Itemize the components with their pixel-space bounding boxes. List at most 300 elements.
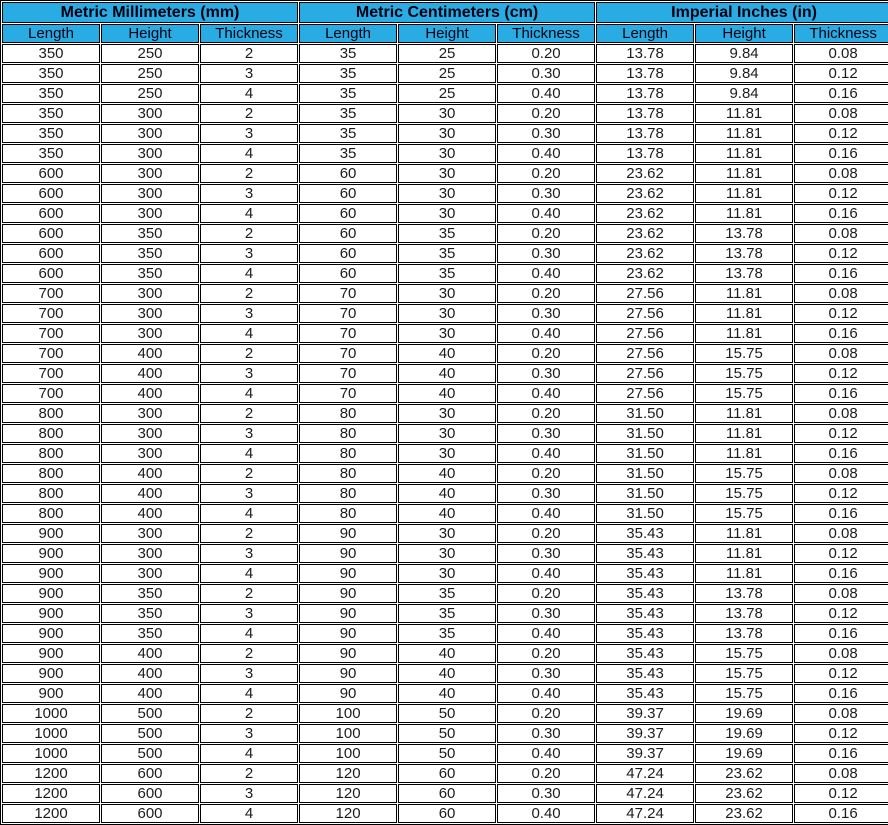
- table-cell: 4: [200, 444, 298, 463]
- table-cell: 35.43: [596, 544, 694, 563]
- table-cell: 30: [398, 304, 496, 323]
- table-cell: 900: [2, 684, 100, 703]
- table-row: [2, 224, 888, 243]
- table-cell: 0.30: [497, 484, 595, 503]
- table-cell: 0.16: [794, 84, 888, 103]
- table-cell: 400: [101, 504, 199, 523]
- table-cell: 30: [398, 124, 496, 143]
- table-row: [2, 304, 888, 323]
- table-cell: 0.16: [794, 264, 888, 283]
- table-cell: 30: [398, 144, 496, 163]
- table-cell: 23.62: [596, 164, 694, 183]
- table-cell: 0.08: [794, 224, 888, 243]
- table-cell: 0.08: [794, 584, 888, 603]
- table-cell: 900: [2, 584, 100, 603]
- table-cell: 11.81: [695, 284, 793, 303]
- table-row: [2, 204, 888, 223]
- table-cell: 100: [299, 744, 397, 763]
- table-cell: 4: [200, 324, 298, 343]
- table-cell: 70: [299, 304, 397, 323]
- table-cell: 0.12: [794, 664, 888, 683]
- table-cell: 400: [101, 344, 199, 363]
- table-cell: 0.40: [497, 804, 595, 823]
- table-cell: 800: [2, 444, 100, 463]
- table-cell: 2: [200, 404, 298, 423]
- table-cell: 0.08: [794, 104, 888, 123]
- table-cell: 35.43: [596, 564, 694, 583]
- table-cell: 300: [101, 164, 199, 183]
- table-cell: 35.43: [596, 624, 694, 643]
- table-cell: 0.16: [794, 504, 888, 523]
- table-cell: 31.50: [596, 484, 694, 503]
- table-cell: 80: [299, 464, 397, 483]
- table-cell: 0.40: [497, 384, 595, 403]
- table-cell: 2: [200, 164, 298, 183]
- table-cell: 0.16: [794, 564, 888, 583]
- table-cell: 4: [200, 264, 298, 283]
- table-cell: 1200: [2, 804, 100, 823]
- table-cell: 23.62: [695, 764, 793, 783]
- table-row: [2, 644, 888, 663]
- table-cell: 0.16: [794, 804, 888, 823]
- table-cell: 4: [200, 744, 298, 763]
- table-row: [2, 324, 888, 343]
- table-cell: 350: [101, 264, 199, 283]
- table-cell: 35.43: [596, 684, 694, 703]
- table-cell: 60: [299, 224, 397, 243]
- table-cell: 1200: [2, 784, 100, 803]
- table-cell: 13.78: [596, 64, 694, 83]
- table-cell: 15.75: [695, 484, 793, 503]
- table-cell: 900: [2, 624, 100, 643]
- table-cell: 0.30: [497, 784, 595, 803]
- table-cell: 50: [398, 724, 496, 743]
- table-cell: 0.16: [794, 384, 888, 403]
- table-cell: 250: [101, 84, 199, 103]
- table-cell: 300: [101, 204, 199, 223]
- table-cell: 0.12: [794, 124, 888, 143]
- table-cell: 0.40: [497, 564, 595, 583]
- table-cell: 90: [299, 584, 397, 603]
- col-header-in-thickness: Thickness: [794, 24, 888, 43]
- table-row: [2, 104, 888, 123]
- group-header-row: [2, 2, 888, 23]
- table-cell: 2: [200, 464, 298, 483]
- col-header-cm-thickness: Thickness: [497, 24, 595, 43]
- table-cell: 0.08: [794, 464, 888, 483]
- table-cell: 2: [200, 44, 298, 63]
- table-cell: 0.30: [497, 544, 595, 563]
- table-cell: 0.08: [794, 644, 888, 663]
- table-cell: 70: [299, 364, 397, 383]
- table-cell: 0.30: [497, 664, 595, 683]
- table-cell: 0.20: [497, 164, 595, 183]
- table-cell: 30: [398, 544, 496, 563]
- table-cell: 40: [398, 344, 496, 363]
- table-row: [2, 564, 888, 583]
- table-cell: 0.30: [497, 124, 595, 143]
- table-cell: 11.81: [695, 124, 793, 143]
- table-cell: 1000: [2, 724, 100, 743]
- table-cell: 0.40: [497, 324, 595, 343]
- table-cell: 13.78: [695, 224, 793, 243]
- table-cell: 30: [398, 284, 496, 303]
- table-cell: 90: [299, 664, 397, 683]
- table-cell: 27.56: [596, 384, 694, 403]
- table-row: [2, 784, 888, 803]
- table-cell: 35: [299, 44, 397, 63]
- table-row: [2, 764, 888, 783]
- table-cell: 13.78: [596, 104, 694, 123]
- table-cell: 35: [299, 144, 397, 163]
- table-cell: 0.16: [794, 324, 888, 343]
- table-cell: 60: [398, 764, 496, 783]
- table-cell: 350: [2, 104, 100, 123]
- table-cell: 0.20: [497, 524, 595, 543]
- table-cell: 350: [101, 604, 199, 623]
- table-cell: 400: [101, 644, 199, 663]
- table-cell: 15.75: [695, 684, 793, 703]
- table-cell: 0.16: [794, 744, 888, 763]
- table-row: [2, 44, 888, 63]
- table-cell: 2: [200, 224, 298, 243]
- table-cell: 30: [398, 564, 496, 583]
- table-cell: 35: [299, 64, 397, 83]
- table-cell: 15.75: [695, 504, 793, 523]
- table-cell: 23.62: [596, 224, 694, 243]
- table-cell: 700: [2, 324, 100, 343]
- table-cell: 700: [2, 384, 100, 403]
- table-cell: 400: [101, 464, 199, 483]
- table-row: [2, 584, 888, 603]
- table-cell: 11.81: [695, 184, 793, 203]
- table-cell: 0.20: [497, 584, 595, 603]
- table-cell: 700: [2, 304, 100, 323]
- table-cell: 13.78: [596, 144, 694, 163]
- table-cell: 50: [398, 744, 496, 763]
- table-cell: 30: [398, 204, 496, 223]
- table-cell: 400: [101, 364, 199, 383]
- table-cell: 47.24: [596, 804, 694, 823]
- table-cell: 600: [2, 224, 100, 243]
- table-cell: 35: [299, 84, 397, 103]
- table-cell: 39.37: [596, 744, 694, 763]
- table-cell: 80: [299, 484, 397, 503]
- table-cell: 0.20: [497, 764, 595, 783]
- table-cell: 90: [299, 644, 397, 663]
- table-cell: 0.08: [794, 164, 888, 183]
- table-cell: 0.30: [497, 184, 595, 203]
- table-cell: 30: [398, 444, 496, 463]
- table-cell: 900: [2, 564, 100, 583]
- table-cell: 60: [299, 164, 397, 183]
- table-cell: 900: [2, 664, 100, 683]
- table-cell: 4: [200, 504, 298, 523]
- table-cell: 3: [200, 664, 298, 683]
- group-title-in: Imperial Inches (in): [596, 2, 888, 23]
- table-cell: 11.81: [695, 404, 793, 423]
- table-cell: 900: [2, 604, 100, 623]
- table-cell: 0.16: [794, 204, 888, 223]
- table-row: [2, 664, 888, 683]
- table-cell: 0.30: [497, 244, 595, 263]
- table-cell: 400: [101, 384, 199, 403]
- table-cell: 2: [200, 344, 298, 363]
- table-cell: 1200: [2, 764, 100, 783]
- table-cell: 0.12: [794, 244, 888, 263]
- table-cell: 700: [2, 344, 100, 363]
- table-cell: 300: [101, 544, 199, 563]
- table-cell: 31.50: [596, 424, 694, 443]
- col-header-mm-thickness: Thickness: [200, 24, 298, 43]
- table-cell: 30: [398, 524, 496, 543]
- table-cell: 0.20: [497, 704, 595, 723]
- table-cell: 31.50: [596, 464, 694, 483]
- table-cell: 11.81: [695, 304, 793, 323]
- table-cell: 80: [299, 424, 397, 443]
- table-cell: 350: [2, 144, 100, 163]
- table-cell: 9.84: [695, 84, 793, 103]
- table-cell: 3: [200, 124, 298, 143]
- table-cell: 35: [398, 604, 496, 623]
- table-cell: 0.12: [794, 364, 888, 383]
- table-row: [2, 84, 888, 103]
- table-cell: 35.43: [596, 584, 694, 603]
- table-cell: 600: [2, 164, 100, 183]
- table-row: [2, 444, 888, 463]
- table-cell: 4: [200, 144, 298, 163]
- table-row: [2, 404, 888, 423]
- table-cell: 0.40: [497, 744, 595, 763]
- table-cell: 4: [200, 684, 298, 703]
- table-cell: 100: [299, 724, 397, 743]
- table-head: [2, 2, 888, 43]
- table-cell: 600: [2, 264, 100, 283]
- table-cell: 0.16: [794, 624, 888, 643]
- table-cell: 0.12: [794, 184, 888, 203]
- table-cell: 700: [2, 284, 100, 303]
- table-cell: 2: [200, 764, 298, 783]
- table-cell: 30: [398, 424, 496, 443]
- table-row: [2, 244, 888, 263]
- table-row: [2, 284, 888, 303]
- table-cell: 0.40: [497, 204, 595, 223]
- table-cell: 80: [299, 444, 397, 463]
- table-cell: 120: [299, 804, 397, 823]
- table-row: [2, 804, 888, 823]
- table-cell: 9.84: [695, 44, 793, 63]
- table-cell: 3: [200, 304, 298, 323]
- table-cell: 300: [101, 444, 199, 463]
- table-cell: 50: [398, 704, 496, 723]
- table-row: [2, 144, 888, 163]
- table-cell: 40: [398, 664, 496, 683]
- table-cell: 90: [299, 624, 397, 643]
- table-cell: 11.81: [695, 164, 793, 183]
- table-row: [2, 744, 888, 763]
- table-cell: 300: [101, 324, 199, 343]
- table-cell: 40: [398, 644, 496, 663]
- table-row: [2, 484, 888, 503]
- table-cell: 23.62: [596, 204, 694, 223]
- table-cell: 60: [299, 244, 397, 263]
- table-cell: 19.69: [695, 724, 793, 743]
- table-cell: 11.81: [695, 524, 793, 543]
- table-cell: 13.78: [596, 44, 694, 63]
- table-cell: 3: [200, 484, 298, 503]
- table-cell: 60: [398, 784, 496, 803]
- column-header-row: [2, 24, 888, 43]
- table-cell: 250: [101, 64, 199, 83]
- table-cell: 9.84: [695, 64, 793, 83]
- table-cell: 350: [2, 84, 100, 103]
- table-cell: 300: [101, 304, 199, 323]
- table-cell: 800: [2, 464, 100, 483]
- table-cell: 3: [200, 64, 298, 83]
- table-cell: 35.43: [596, 524, 694, 543]
- table-cell: 35.43: [596, 664, 694, 683]
- table-cell: 350: [2, 44, 100, 63]
- table-cell: 0.20: [497, 644, 595, 663]
- table-cell: 400: [101, 484, 199, 503]
- table-cell: 0.20: [497, 404, 595, 423]
- table-cell: 90: [299, 544, 397, 563]
- table-cell: 800: [2, 424, 100, 443]
- table-cell: 350: [101, 624, 199, 643]
- table-cell: 300: [101, 424, 199, 443]
- table-cell: 120: [299, 764, 397, 783]
- table-cell: 0.12: [794, 604, 888, 623]
- table-cell: 600: [2, 204, 100, 223]
- table-cell: 30: [398, 184, 496, 203]
- table-cell: 3: [200, 604, 298, 623]
- table-cell: 90: [299, 524, 397, 543]
- table-cell: 13.78: [695, 244, 793, 263]
- table-row: [2, 524, 888, 543]
- table-cell: 300: [101, 564, 199, 583]
- table-cell: 90: [299, 684, 397, 703]
- table-cell: 60: [299, 204, 397, 223]
- table-cell: 25: [398, 84, 496, 103]
- table-cell: 250: [101, 44, 199, 63]
- table-cell: 3: [200, 364, 298, 383]
- table-cell: 1000: [2, 704, 100, 723]
- table-cell: 3: [200, 184, 298, 203]
- table-cell: 30: [398, 324, 496, 343]
- table-cell: 2: [200, 524, 298, 543]
- table-cell: 39.37: [596, 724, 694, 743]
- table-cell: 0.16: [794, 684, 888, 703]
- table-row: [2, 724, 888, 743]
- table-cell: 40: [398, 684, 496, 703]
- table-cell: 0.12: [794, 64, 888, 83]
- table-cell: 100: [299, 704, 397, 723]
- table-cell: 25: [398, 64, 496, 83]
- col-header-mm-height: Height: [101, 24, 199, 43]
- table-cell: 0.08: [794, 44, 888, 63]
- col-header-in-height: Height: [695, 24, 793, 43]
- col-header-mm-length: Length: [2, 24, 100, 43]
- table-cell: 400: [101, 664, 199, 683]
- table-cell: 90: [299, 564, 397, 583]
- table-cell: 350: [101, 244, 199, 263]
- table-cell: 0.08: [794, 704, 888, 723]
- table-cell: 15.75: [695, 344, 793, 363]
- table-cell: 23.62: [596, 264, 694, 283]
- table-cell: 31.50: [596, 504, 694, 523]
- table-cell: 3: [200, 424, 298, 443]
- table-cell: 11.81: [695, 144, 793, 163]
- table-cell: 40: [398, 364, 496, 383]
- table-cell: 70: [299, 324, 397, 343]
- table-cell: 0.08: [794, 764, 888, 783]
- table-cell: 11.81: [695, 564, 793, 583]
- table-cell: 39.37: [596, 704, 694, 723]
- table-cell: 300: [101, 124, 199, 143]
- table-cell: 2: [200, 584, 298, 603]
- table-cell: 35: [398, 224, 496, 243]
- group-title-cm: Metric Centimeters (cm): [299, 2, 595, 23]
- table-cell: 27.56: [596, 324, 694, 343]
- table-cell: 350: [2, 64, 100, 83]
- group-title-mm: Metric Millimeters (mm): [2, 2, 298, 23]
- table-cell: 0.20: [497, 44, 595, 63]
- table-cell: 35.43: [596, 604, 694, 623]
- table-cell: 600: [101, 784, 199, 803]
- table-row: [2, 164, 888, 183]
- table-cell: 27.56: [596, 364, 694, 383]
- table-cell: 350: [2, 124, 100, 143]
- table-row: [2, 384, 888, 403]
- table-row: [2, 504, 888, 523]
- table-cell: 23.62: [695, 804, 793, 823]
- table-cell: 15.75: [695, 364, 793, 383]
- table-cell: 70: [299, 284, 397, 303]
- table-cell: 25: [398, 44, 496, 63]
- table-cell: 350: [101, 224, 199, 243]
- table-cell: 300: [101, 144, 199, 163]
- table-cell: 23.62: [695, 784, 793, 803]
- table-cell: 300: [101, 284, 199, 303]
- table-cell: 90: [299, 604, 397, 623]
- table-cell: 300: [101, 524, 199, 543]
- table-row: [2, 424, 888, 443]
- table-cell: 35: [299, 124, 397, 143]
- table-cell: 23.62: [596, 244, 694, 263]
- table-cell: 800: [2, 504, 100, 523]
- table-cell: 3: [200, 724, 298, 743]
- table-cell: 900: [2, 544, 100, 563]
- table-cell: 80: [299, 504, 397, 523]
- col-header-cm-height: Height: [398, 24, 496, 43]
- table-cell: 300: [101, 184, 199, 203]
- table-cell: 0.08: [794, 524, 888, 543]
- table-row: [2, 264, 888, 283]
- table-cell: 11.81: [695, 104, 793, 123]
- table-cell: 27.56: [596, 344, 694, 363]
- col-header-in-length: Length: [596, 24, 694, 43]
- table-cell: 4: [200, 804, 298, 823]
- table-cell: 27.56: [596, 284, 694, 303]
- table-cell: 0.40: [497, 444, 595, 463]
- table-cell: 40: [398, 504, 496, 523]
- table-cell: 0.08: [794, 344, 888, 363]
- table-cell: 35: [398, 584, 496, 603]
- table-row: [2, 624, 888, 643]
- table-row: [2, 344, 888, 363]
- table-cell: 13.78: [596, 124, 694, 143]
- table-cell: 13.78: [695, 264, 793, 283]
